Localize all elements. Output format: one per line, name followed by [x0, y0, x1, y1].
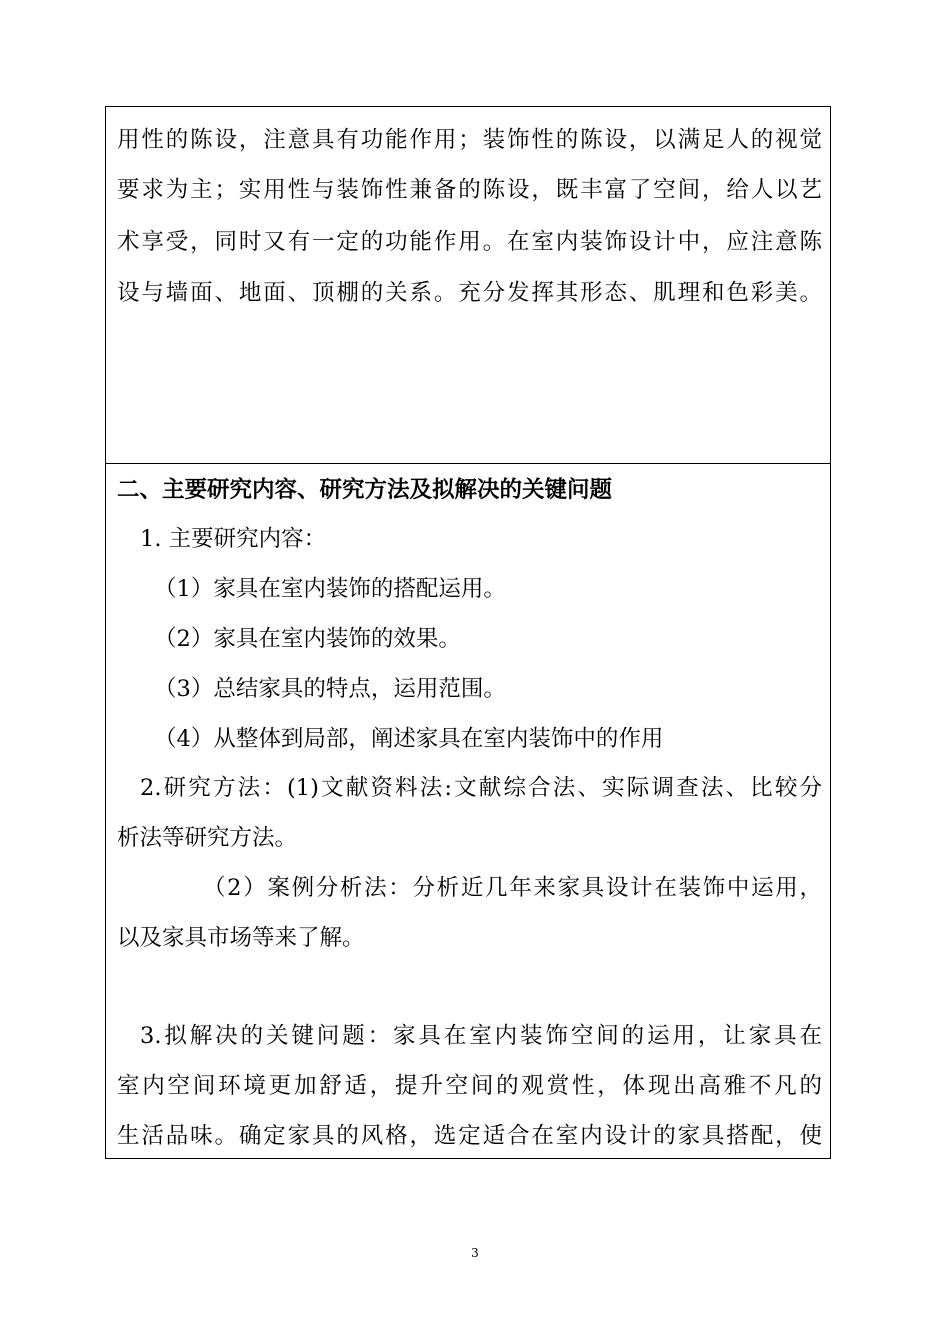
key-problem-line: 室内空间环境更加舒适，提升空间的观赏性，体现出高雅不凡的 — [117, 1073, 822, 1099]
case-analysis-line: （2）案例分析法：分析近几年来家具设计在装饰中运用， — [203, 875, 822, 901]
methods-line: 析法等研究方法。 — [117, 825, 298, 851]
page-number: 3 — [471, 1246, 479, 1260]
case-analysis-line: 以及家具市场等来了解。 — [117, 925, 365, 951]
paragraph-line: 设与墙面、地面、顶棚的关系。充分发挥其形态、肌理和色彩美。 — [117, 280, 822, 306]
key-problem-line: 生活品味。确定家具的风格，选定适合在室内设计的家具搭配，使 — [117, 1123, 822, 1149]
section-heading: 二、主要研究内容、研究方法及拟解决的关键问题 — [117, 477, 613, 503]
content-item: （2）家具在室内装饰的效果。 — [154, 626, 461, 652]
content-item: （3）总结家具的特点，运用范围。 — [154, 676, 506, 702]
content-title: 1. 主要研究内容： — [140, 526, 327, 552]
content-item: （4）从整体到局部，阐述家具在室内装饰中的作用 — [154, 726, 664, 752]
document-table — [105, 106, 831, 1159]
paragraph-line: 术享受，同时又有一定的功能作用。在室内装饰设计中，应注意陈 — [117, 229, 822, 255]
paragraph-line: 要求为主；实用性与装饰性兼备的陈设，既丰富了空间，给人以艺 — [117, 177, 822, 203]
content-item: （1）家具在室内装饰的搭配运用。 — [154, 576, 506, 602]
methods-line: 2.研究方法：(1)文献资料法:文献综合法、实际调查法、比较分 — [140, 775, 822, 801]
paragraph-line: 用性的陈设，注意具有功能作用；装饰性的陈设，以满足人的视觉 — [117, 127, 822, 153]
key-problem-line: 3.拟解决的关键问题：家具在室内装饰空间的运用，让家具在 — [140, 1023, 822, 1049]
previous-section-cell — [106, 107, 830, 464]
research-section-cell — [106, 464, 830, 1158]
